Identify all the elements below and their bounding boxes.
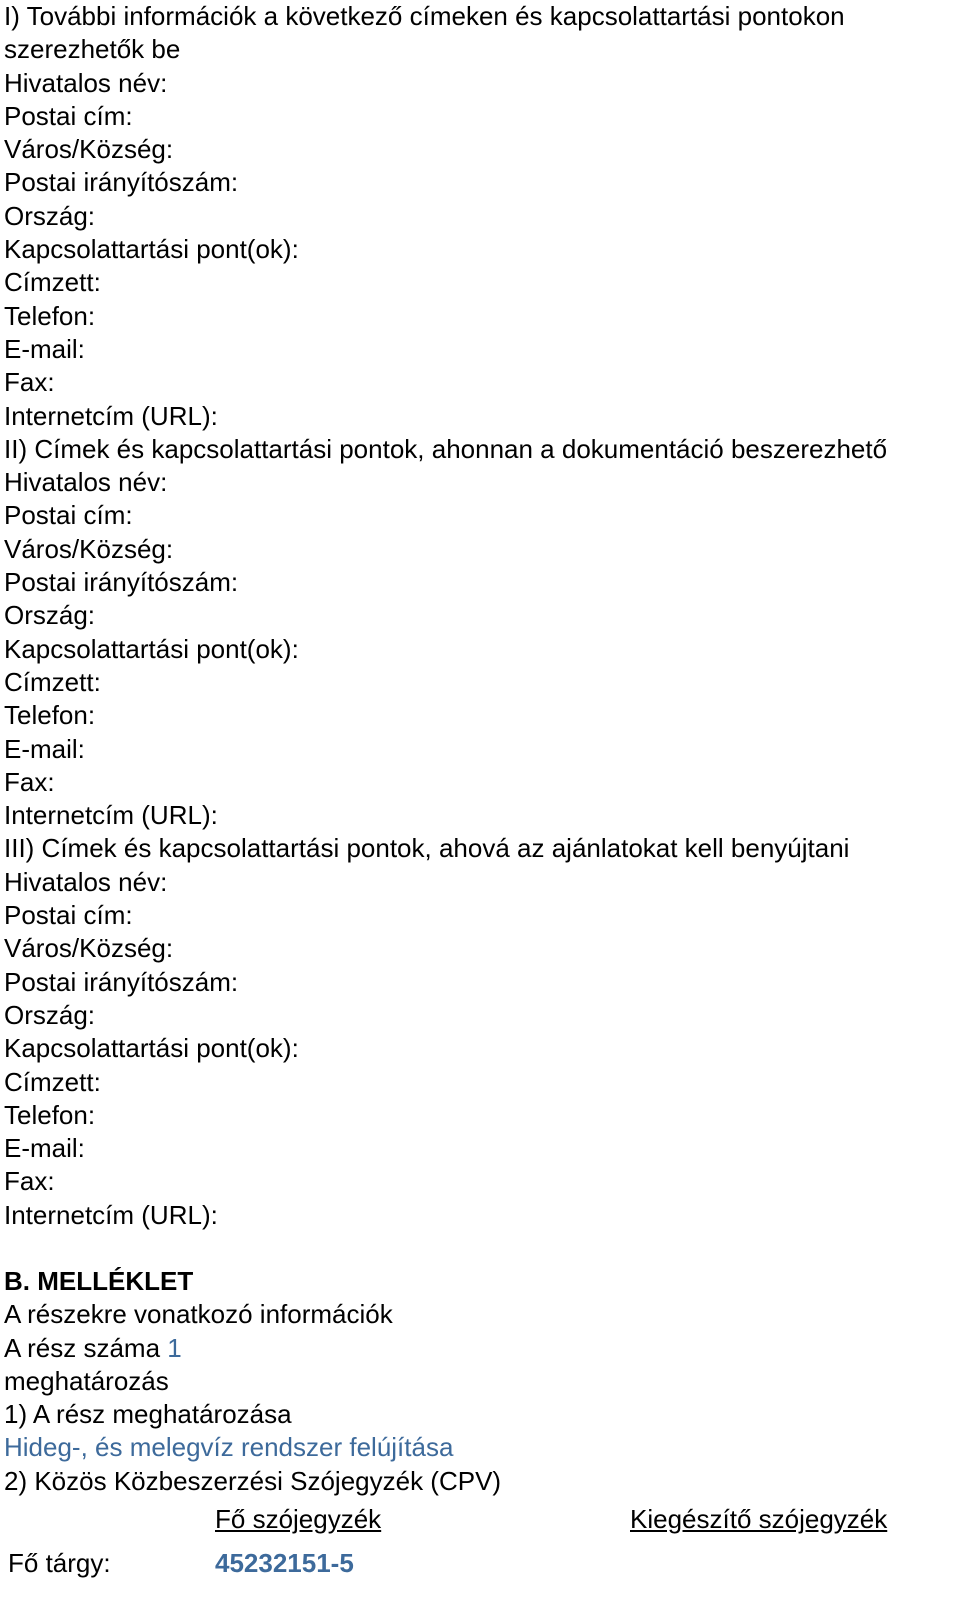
- field-label: Postai cím:: [4, 100, 133, 131]
- field-label: Ország:: [4, 999, 96, 1030]
- field-label: Postai irányítószám:: [4, 567, 239, 598]
- field-label: Postai irányítószám:: [4, 167, 239, 198]
- field-label: Telefon:: [4, 1099, 96, 1130]
- field-label: Postai cím:: [4, 500, 133, 531]
- part-number-label: A rész száma: [4, 1332, 161, 1363]
- field-label: Hivatalos név:: [4, 67, 168, 98]
- annex-subtitle: A részekre vonatkozó információk: [4, 1299, 393, 1330]
- field-label: Fax:: [4, 766, 55, 797]
- section-3-title: III) Címek és kapcsolattartási pontok, ahová az ajánlatokat kell benyújtani: [4, 833, 850, 864]
- field-label: Kapcsolattartási pont(ok):: [4, 234, 299, 265]
- field-label: Hivatalos név:: [4, 467, 168, 498]
- field-label: E-mail:: [4, 1133, 85, 1164]
- part-definition-label: 1) A rész meghatározása: [4, 1399, 292, 1430]
- section-1: [4, 0, 956, 433]
- field-label: Hivatalos név:: [4, 866, 168, 897]
- field-label: Címzett:: [4, 267, 101, 298]
- field-label: Kapcsolattartási pont(ok):: [4, 633, 299, 664]
- cpv-main-object-row: [4, 1542, 956, 1586]
- main-object-label: Fő tárgy:: [8, 1548, 111, 1579]
- part-number-value: 1: [167, 1332, 182, 1363]
- section-3: [4, 832, 956, 1232]
- field-label: Ország:: [4, 200, 96, 231]
- field-label: Címzett:: [4, 666, 101, 697]
- field-label: Postai irányítószám:: [4, 966, 239, 997]
- field-label: Kapcsolattartási pont(ok):: [4, 1033, 299, 1064]
- field-label: Fax:: [4, 367, 55, 398]
- annex-b: [4, 1265, 956, 1586]
- field-label: Város/Község:: [4, 533, 174, 564]
- field-label: Város/Község:: [4, 134, 174, 165]
- spacer: [4, 1232, 956, 1265]
- cpv-header-row: [4, 1498, 956, 1542]
- definition-label: meghatározás: [4, 1365, 169, 1396]
- field-label: Internetcím (URL):: [4, 400, 218, 431]
- field-label: Telefon:: [4, 300, 96, 331]
- field-label: Ország:: [4, 600, 96, 631]
- section-2-title: II) Címek és kapcsolattartási pontok, ahonnan a dokumentáció beszerezhető: [4, 433, 888, 464]
- field-label: Címzett:: [4, 1066, 101, 1097]
- field-label: Telefon:: [4, 700, 96, 731]
- field-label: E-mail:: [4, 733, 85, 764]
- part-definition-value: Hideg-, és melegvíz rendszer felújítása: [4, 1432, 454, 1463]
- field-label: Város/Község:: [4, 933, 174, 964]
- main-object-code: 45232151-5: [215, 1548, 354, 1579]
- part-number-row: [4, 1332, 956, 1365]
- cpv-label: 2) Közös Közbeszerzési Szójegyzék (CPV): [4, 1465, 502, 1496]
- field-label: Fax:: [4, 1166, 55, 1197]
- annex-title: B. MELLÉKLET: [4, 1265, 194, 1296]
- field-label: Postai cím:: [4, 900, 133, 931]
- field-label: E-mail:: [4, 333, 85, 364]
- cpv-supp-vocab-header: Kiegészítő szójegyzék: [630, 1504, 888, 1535]
- field-label: Internetcím (URL):: [4, 1199, 218, 1230]
- section-2: [4, 433, 956, 833]
- section-1-title: I) További információk a következő címeken és kapcsolattartási pontokon szerezhetők be: [4, 1, 845, 65]
- field-label: Internetcím (URL):: [4, 800, 218, 831]
- cpv-main-vocab-header: Fő szójegyzék: [215, 1504, 382, 1535]
